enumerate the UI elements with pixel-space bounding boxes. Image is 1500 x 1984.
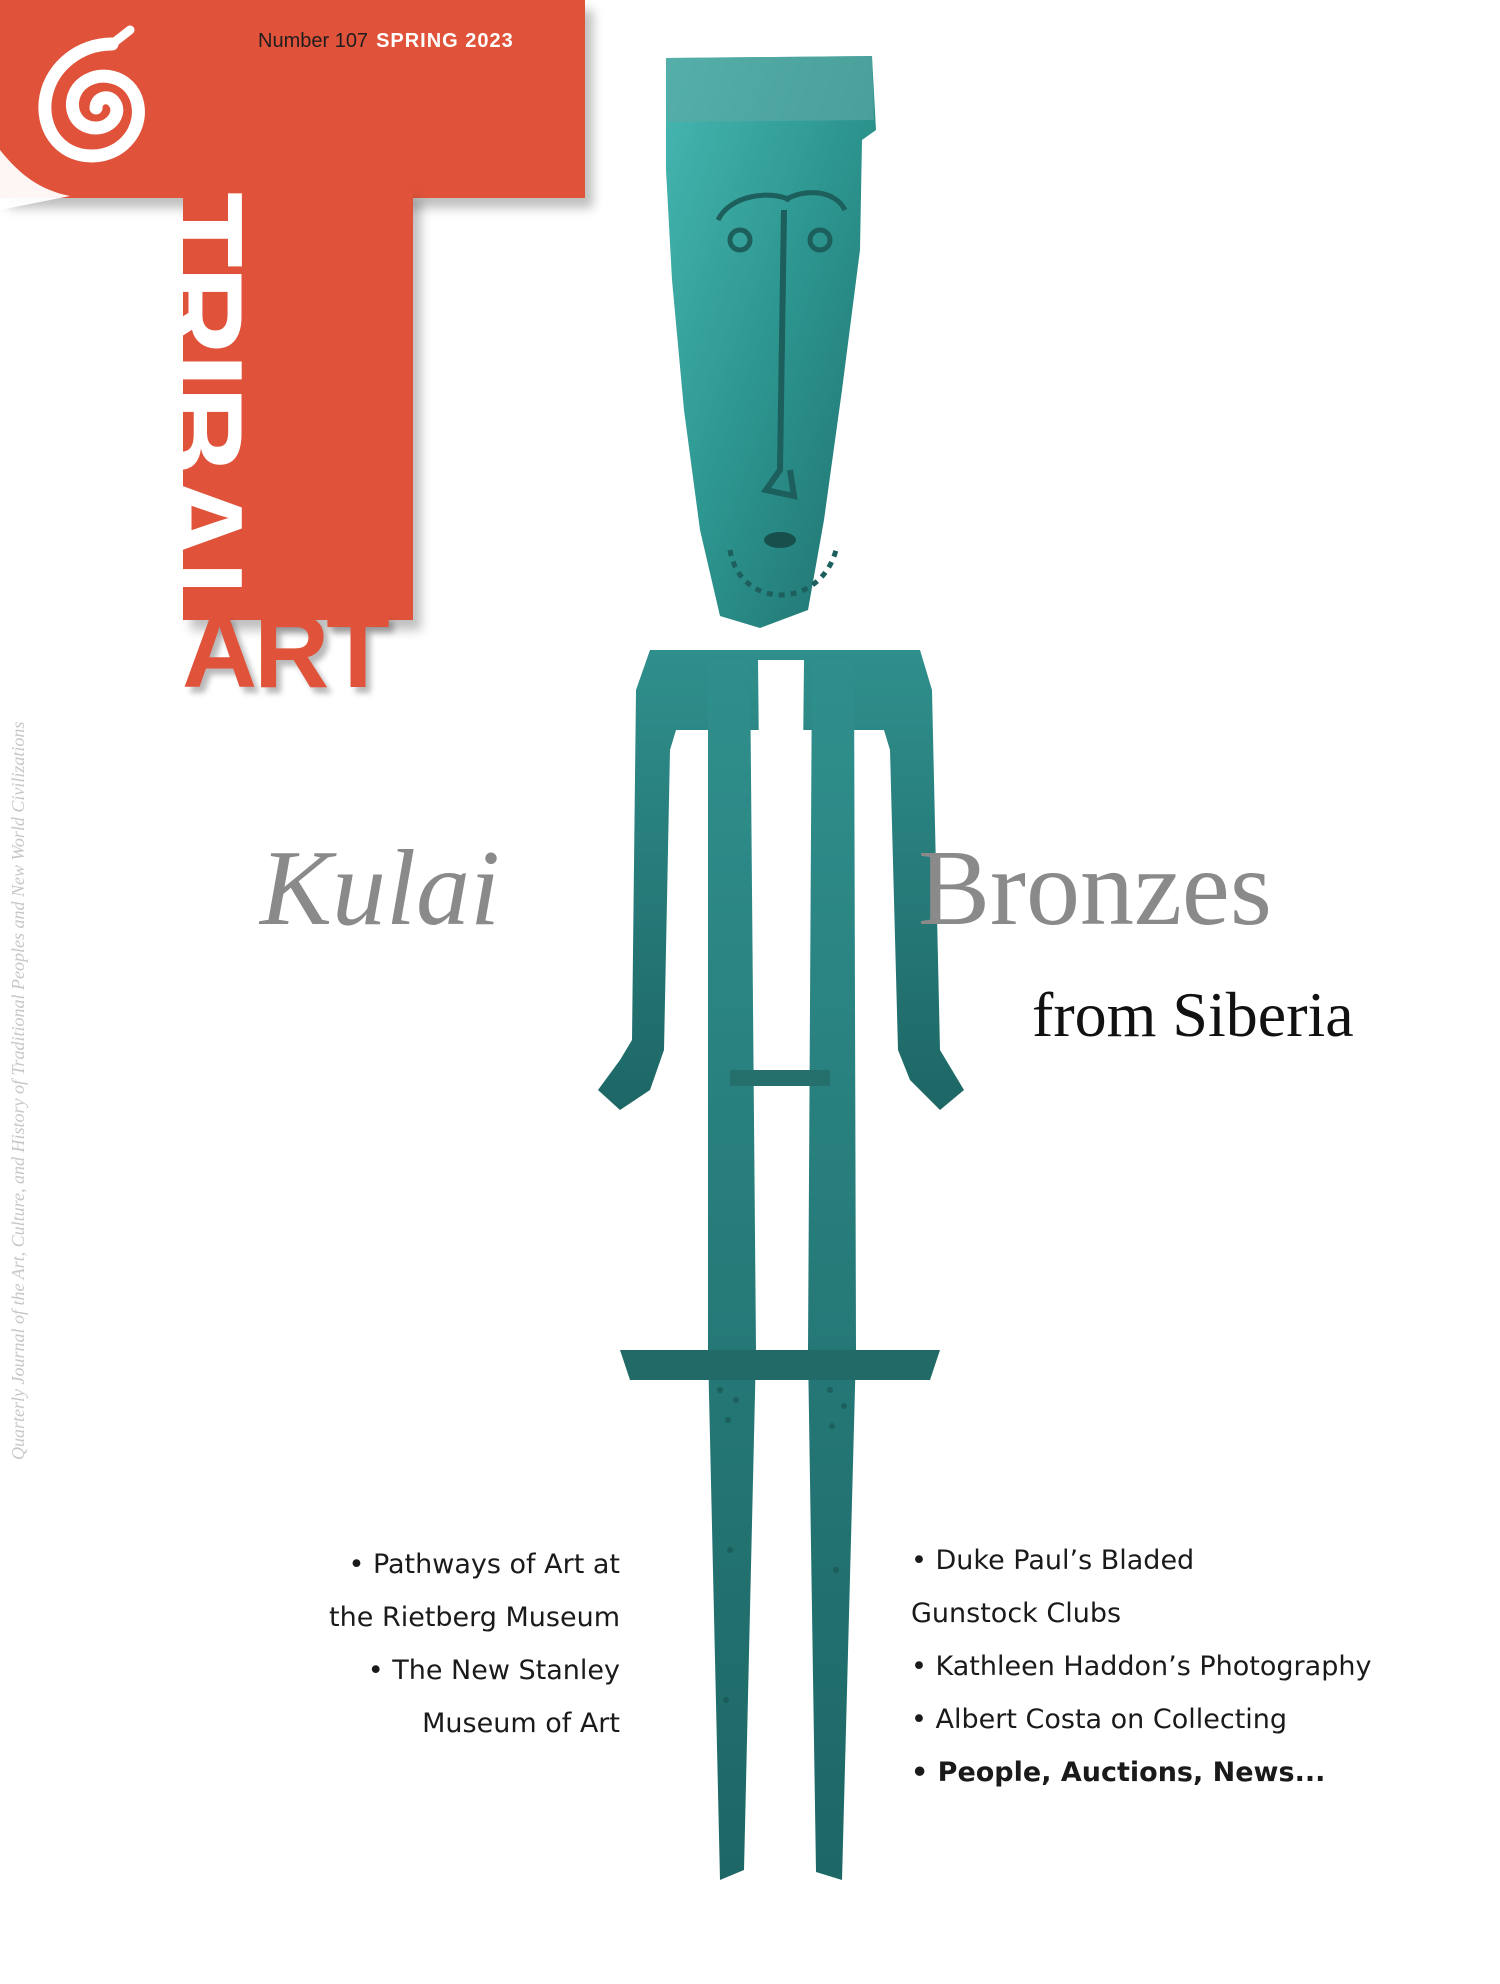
masthead-tagline: Quarterly Journal of the Art, Culture, and History of Traditional Peoples and New World Civilizations [8, 721, 28, 1460]
contents-right-line: • Kathleen Haddon’s Photography [911, 1651, 1372, 1682]
masthead-title-art: ART [182, 594, 387, 710]
contents-right-line: • Albert Costa on Collecting [911, 1704, 1288, 1735]
contents-left [300, 1538, 620, 1750]
issue-line [258, 30, 514, 53]
contents-right-line: • Duke Paul’s Bladed [911, 1545, 1195, 1576]
headline-word-bronzes: Bronzes [918, 829, 1272, 948]
contents-right [911, 1534, 1431, 1799]
contents-right-line: Gunstock Clubs [911, 1598, 1122, 1629]
issue-season: SPRING 2023 [376, 30, 514, 52]
contents-left-line: Museum of Art [422, 1708, 620, 1739]
issue-number: Number 107 [258, 30, 369, 52]
masthead-title-tribal: TRIBAL [129, 192, 267, 635]
headline-word-kulai: Kulai [260, 829, 501, 948]
contents-left-line: • Pathways of Art at [348, 1549, 620, 1580]
contents-left-line: • The New Stanley [367, 1655, 620, 1686]
contents-left-line: the Rietberg Museum [329, 1602, 620, 1633]
contents-right-line: • People, Auctions, News... [911, 1757, 1326, 1788]
headline-subline: from Siberia [1032, 979, 1354, 1050]
spiral-icon [0, 0, 175, 210]
